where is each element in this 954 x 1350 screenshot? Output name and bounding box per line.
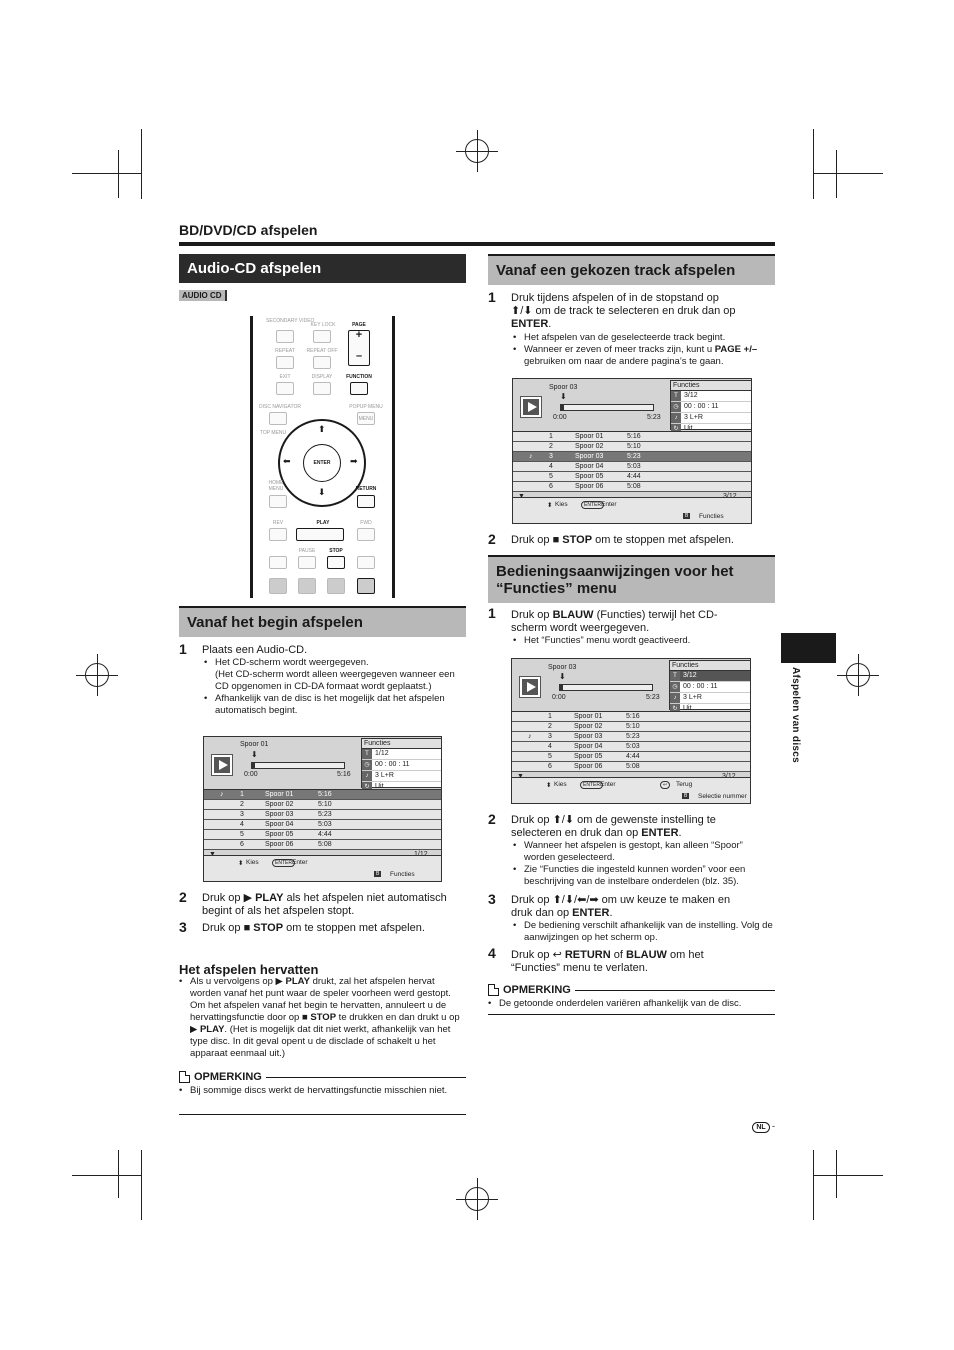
right-arrow-icon: ➡	[350, 456, 358, 466]
resume-text: • Als u vervolgens op ▶ PLAY drukt, zal het afspelen hervat worden vanaf het punt waar de speler voorheen werd gestopt. Om het afspelen vanaf het begin te hervatten, annuleert u de hervattingsfunctie door op ■ STOP te drukken en dan drukt u op ▶ PLAY. (Het is mogelijk dat dit niet werkt, afhankelijk van het type disc. In dit geval opent u de disclade of schakelt u het apparaat eenmaal uit.)	[179, 976, 466, 1060]
track-row: 4 Spoor 04 5:03	[512, 742, 750, 752]
track-row: 2 Spoor 02 5:10	[204, 800, 441, 810]
time-start: 0:00	[553, 414, 567, 421]
note-text: • Bij sommige discs werkt de hervattingsfunctie misschien niet.	[179, 1085, 466, 1097]
registration-mark	[465, 139, 489, 163]
track-row: 5 Spoor 05 4:44	[513, 472, 751, 482]
note-icon	[179, 1071, 190, 1083]
play-icon	[521, 397, 541, 417]
enter-key-icon: ENTER	[272, 859, 295, 867]
function-row-time: ◷ 00 : 00 : 11	[362, 760, 441, 771]
audio-cd-badge: AUDIO CD	[179, 290, 227, 301]
color-button-green	[298, 578, 316, 594]
blue-key-icon: B	[376, 871, 380, 877]
remote-label-repeat: REPEAT	[275, 348, 295, 354]
step-number: 1	[488, 289, 496, 305]
header-rule	[179, 242, 775, 246]
function-row-audio: ♪ 3 L+R	[362, 771, 441, 782]
crop-mark	[141, 1150, 142, 1220]
track-row: 3 Spoor 03 5:23	[204, 810, 441, 820]
clock-icon: ◷	[671, 402, 681, 412]
crop-mark	[813, 1150, 814, 1220]
key-lock-button	[313, 330, 331, 343]
track-list	[204, 789, 441, 860]
repeat-icon: ↻	[362, 782, 372, 792]
track-row: ♪ 3 Spoor 03 5:23	[512, 732, 750, 742]
remote-label-fwd: FWD	[360, 520, 372, 526]
note-heading: OPMERKING	[179, 1071, 466, 1083]
remote-label-disc-navigator: DISC NAVIGATOR	[259, 404, 301, 410]
language-badge: NL	[752, 1122, 770, 1133]
track-icon: T	[671, 391, 681, 401]
blue-key-icon: B	[684, 793, 688, 799]
secondary-video-button	[276, 330, 294, 343]
crop-mark	[141, 129, 142, 199]
fwd-button	[357, 528, 375, 541]
crop-mark	[813, 1175, 883, 1176]
return-icon: ↩	[552, 949, 562, 961]
enter-label: Enter	[600, 781, 616, 788]
track-row: 6 Spoor 06 5:08	[512, 762, 750, 772]
track-row: 5 Spoor 05 4:44	[204, 830, 441, 840]
section-title-from-start: Vanaf het begin afspelen	[179, 606, 466, 637]
disc-navigator-button	[269, 412, 287, 425]
left-arrow-icon: ⬅	[283, 456, 291, 466]
remote-label-stop: STOP	[329, 548, 343, 554]
track-row: 1 Spoor 01 5:16	[513, 432, 751, 442]
track-row: ♪ 1 Spoor 01 5:16	[204, 790, 441, 800]
select-arrows-icon: ⬍	[238, 860, 244, 867]
return-key-icon: ↩	[660, 781, 670, 789]
repeat-icon: ↻	[670, 704, 680, 714]
remote-label-play: PLAY	[316, 520, 330, 526]
stop-button	[327, 556, 345, 569]
section-title-selected-track: Vanaf een gekozen track afspelen	[488, 254, 775, 285]
track-list	[512, 711, 750, 782]
kies-label: Kies	[555, 501, 568, 508]
remote-label-pause: PAUSE	[298, 548, 316, 554]
time-end: 5:23	[646, 694, 660, 701]
step-number: 3	[179, 919, 187, 935]
enter-button: ENTER	[303, 444, 341, 482]
note-icon	[488, 984, 499, 996]
play-icon	[212, 755, 232, 775]
exit-button	[276, 382, 294, 395]
function-row-repeat: ↻ Uit	[671, 424, 751, 434]
step-number: 2	[488, 531, 496, 547]
s2-step2-text: Druk op ⬆/⬇ om de gewenste instelling te selecteren en druk dan op ENTER. • Wanneer het afspelen is gestopt, kan alleen “Spoor” worden geselecteerd. • Zie “Functies die ingesteld kunnen worden” voor een beschrijving van de instelbare onderdelen (blz. 35).	[511, 814, 775, 888]
repeat-icon: ↻	[671, 424, 681, 434]
function-row-track[interactable]: T 3/12	[670, 671, 750, 682]
track-icon: T	[670, 671, 680, 681]
remote-label-page: PAGE	[352, 322, 366, 328]
function-row-audio[interactable]: ♪ 3 L+R	[670, 693, 750, 704]
note-rule	[488, 1014, 775, 1015]
time-start: 0:00	[244, 771, 258, 778]
crop-mark	[118, 150, 119, 198]
step2-text: Druk op ▶ PLAY als het afspelen niet automatisch begint of als het afspelen stopt.	[202, 892, 447, 917]
time-end: 5:16	[337, 771, 351, 778]
crop-mark	[118, 1150, 119, 1198]
s1-step2-text: Druk op ■ STOP om te stoppen met afspelen.	[511, 534, 734, 546]
display-button	[313, 382, 331, 395]
color-button-blue	[357, 578, 375, 594]
functions-panel-title: Functies	[671, 381, 751, 391]
audio-icon: ♪	[671, 413, 681, 423]
functions-panel	[670, 380, 752, 430]
play-button	[296, 528, 344, 541]
functions-panel	[669, 660, 751, 710]
functies-label: Functies	[390, 871, 415, 878]
step-number: 2	[488, 811, 496, 827]
note-text: • De getoonde onderdelen variëren afhankelijk van de disc.	[488, 998, 775, 1010]
rev-button	[269, 528, 287, 541]
step3-text: Druk op ■ STOP om te stoppen met afspelen.	[202, 922, 425, 934]
select-arrows-icon: ⬍	[546, 782, 552, 789]
functions-panel	[361, 738, 442, 788]
return-button	[357, 495, 375, 508]
cd-screen-functions-active	[511, 658, 751, 804]
page-plus-icon: +	[355, 329, 363, 341]
crop-mark	[813, 173, 883, 174]
kies-label: Kies	[246, 859, 259, 866]
cd-screen-selected-track	[512, 378, 752, 524]
remote-label-popup-menu: POPUP MENU	[349, 404, 383, 410]
registration-mark	[846, 663, 870, 687]
crop-mark	[72, 1175, 142, 1176]
home-menu-button	[269, 495, 287, 508]
step-number: 3	[488, 891, 496, 907]
remote-label-key-lock: KEY LOCK	[310, 322, 336, 328]
remote-label-top-menu: TOP MENU	[259, 430, 287, 436]
track-row: 1 Spoor 01 5:16	[512, 712, 750, 722]
note-rule	[179, 1114, 466, 1115]
remote-label-exit: EXIT	[279, 374, 291, 380]
select-arrows-icon: ⬍	[547, 502, 553, 509]
color-button-red	[269, 578, 287, 594]
track-name: Spoor 03	[549, 384, 578, 391]
enter-label: Enter	[292, 859, 308, 866]
step-number: 1	[179, 641, 187, 657]
registration-mark	[465, 1187, 489, 1211]
selectie-label: Selectie nummer	[698, 793, 747, 800]
repeat-off-button	[313, 356, 331, 369]
crop-mark	[813, 129, 814, 199]
section-title-functions-menu: Bedieningsaanwijzingen voor het “Functies” menu	[488, 555, 775, 603]
remote-label-repeat-off: REPEAT OFF	[306, 348, 338, 354]
function-row-track: T 1/12	[362, 749, 441, 760]
track-row: 6 Spoor 06 5:08	[204, 840, 441, 850]
playing-note-icon: ♪	[220, 791, 224, 798]
remote-label-function: FUNCTION	[346, 374, 372, 380]
time-start: 0:00	[552, 694, 566, 701]
page-number-suffix: -	[772, 1121, 775, 1131]
track-row: 6 Spoor 06 5:08	[513, 482, 751, 492]
track-row: 2 Spoor 02 5:10	[513, 442, 751, 452]
resume-heading: Het afspelen hervatten	[179, 962, 319, 977]
kies-label: Kies	[554, 781, 567, 788]
screen-footer	[512, 777, 750, 803]
down-arrow-icon: ⬇	[318, 487, 326, 497]
track-icon: T	[362, 749, 372, 759]
function-row-time: ◷ 00 : 00 : 11	[671, 402, 751, 413]
remote-label-rev: REV	[272, 520, 284, 526]
function-row-track: T 3/12	[671, 391, 751, 402]
track-name: Spoor 01	[240, 741, 269, 748]
s1-step1-text: Druk tijdens afspelen of in de stopstand op ⬆/⬇ om de track te selecteren en druk dan op ENTER. • Het afspelen van de geselecteerde track begint. • Wanneer er zeven of meer tracks zijn, kunt u PAGE +/– gebruiken om naar de andere pagina’s te gaan.	[511, 292, 775, 368]
playing-note-icon: ♪	[529, 453, 533, 460]
track-name: Spoor 03	[548, 664, 577, 671]
track-row: 5 Spoor 05 4:44	[512, 752, 750, 762]
skip-forward-button	[357, 556, 375, 569]
cd-screen-from-start	[203, 736, 442, 882]
time-end: 5:23	[647, 414, 661, 421]
track-row: 2 Spoor 02 5:10	[512, 722, 750, 732]
function-row-audio: ♪ 3 L+R	[671, 413, 751, 424]
crop-mark	[836, 150, 837, 198]
s2-step4-text: Druk op ↩ RETURN of BLAUW om het “Functies” menu te verlaten.	[511, 949, 704, 974]
section-title-audio-cd: Audio-CD afspelen	[179, 254, 466, 283]
position-marker-icon: ⬇	[251, 750, 258, 759]
enter-key-icon: ENTER	[580, 781, 603, 789]
blue-key-icon: B	[685, 513, 689, 519]
pause-button	[298, 556, 316, 569]
position-marker-icon: ⬇	[559, 672, 566, 681]
functions-panel-title: Functies	[670, 661, 750, 671]
track-list	[513, 431, 751, 502]
enter-key-icon: ENTER	[581, 501, 604, 509]
remote-label-display: DISPLAY	[311, 374, 333, 380]
enter-label: Enter	[601, 501, 617, 508]
remote-label-return: RETURN	[355, 486, 377, 492]
remote-label-secondary-video: SECONDARY VIDEO	[266, 318, 315, 324]
track-row: ♪ 3 Spoor 03 5:23	[513, 452, 751, 462]
playing-note-icon: ♪	[528, 733, 532, 740]
page-minus-icon: –	[355, 350, 363, 362]
clock-icon: ◷	[362, 760, 372, 770]
remote-label-menu: MENU	[358, 416, 374, 422]
progress-bar	[251, 762, 345, 769]
color-button-yellow	[327, 578, 345, 594]
page-header: BD/DVD/CD afspelen	[179, 222, 318, 238]
crop-mark	[836, 1150, 837, 1198]
function-row-repeat[interactable]: ↻ Uit	[670, 704, 750, 714]
screen-footer	[204, 855, 441, 881]
screen-footer	[513, 497, 751, 523]
up-arrow-icon: ⬆	[318, 424, 326, 434]
play-icon	[520, 677, 540, 697]
audio-icon: ♪	[670, 693, 680, 703]
function-row-repeat: ↻ Uit	[362, 782, 441, 792]
note-heading: OPMERKING	[488, 984, 775, 996]
step1-text: Plaats een Audio-CD. • Het CD-scherm wordt weergegeven. (Het CD-scherm wordt alleen weergegeven wanneer een CD opgenomen in CD-DA formaat wordt geplaatst.) • Afhankelijk van de disc is het mogelijk dat het afspelen automatisch begint.	[202, 644, 466, 717]
crop-mark	[72, 173, 142, 174]
function-button	[350, 382, 368, 395]
position-marker-icon: ⬇	[560, 392, 567, 401]
step-number: 2	[179, 889, 187, 905]
track-row: 4 Spoor 04 5:03	[204, 820, 441, 830]
progress-bar	[560, 404, 654, 411]
step-number: 4	[488, 945, 496, 961]
s2-step1-text: Druk op BLAUW (Functies) terwijl het CD- scherm wordt weergegeven. • Het “Functies” menu wordt geactiveerd.	[511, 609, 775, 647]
progress-bar	[559, 684, 653, 691]
functies-label: Functies	[699, 513, 724, 520]
track-row: 4 Spoor 04 5:03	[513, 462, 751, 472]
registration-mark	[85, 663, 109, 687]
functions-panel-title: Functies	[362, 739, 441, 749]
side-tab	[781, 633, 836, 663]
s2-step3-text: Druk op ⬆/⬇/⬅/➡ om uw keuze te maken en druk dan op ENTER. • De bediening verschilt afhankelijk van de instelling. Volg de aanwijzingen op het scherm op.	[511, 894, 775, 944]
side-tab-label: Afspelen van discs	[790, 667, 801, 763]
terug-label: Terug	[676, 781, 693, 788]
remote-label-home-menu: HOME MENU	[268, 480, 284, 492]
clock-icon: ◷	[670, 682, 680, 692]
step-number: 1	[488, 605, 496, 621]
function-row-time[interactable]: ◷ 00 : 00 : 11	[670, 682, 750, 693]
audio-icon: ♪	[362, 771, 372, 781]
repeat-button	[276, 356, 294, 369]
skip-back-button	[269, 556, 287, 569]
